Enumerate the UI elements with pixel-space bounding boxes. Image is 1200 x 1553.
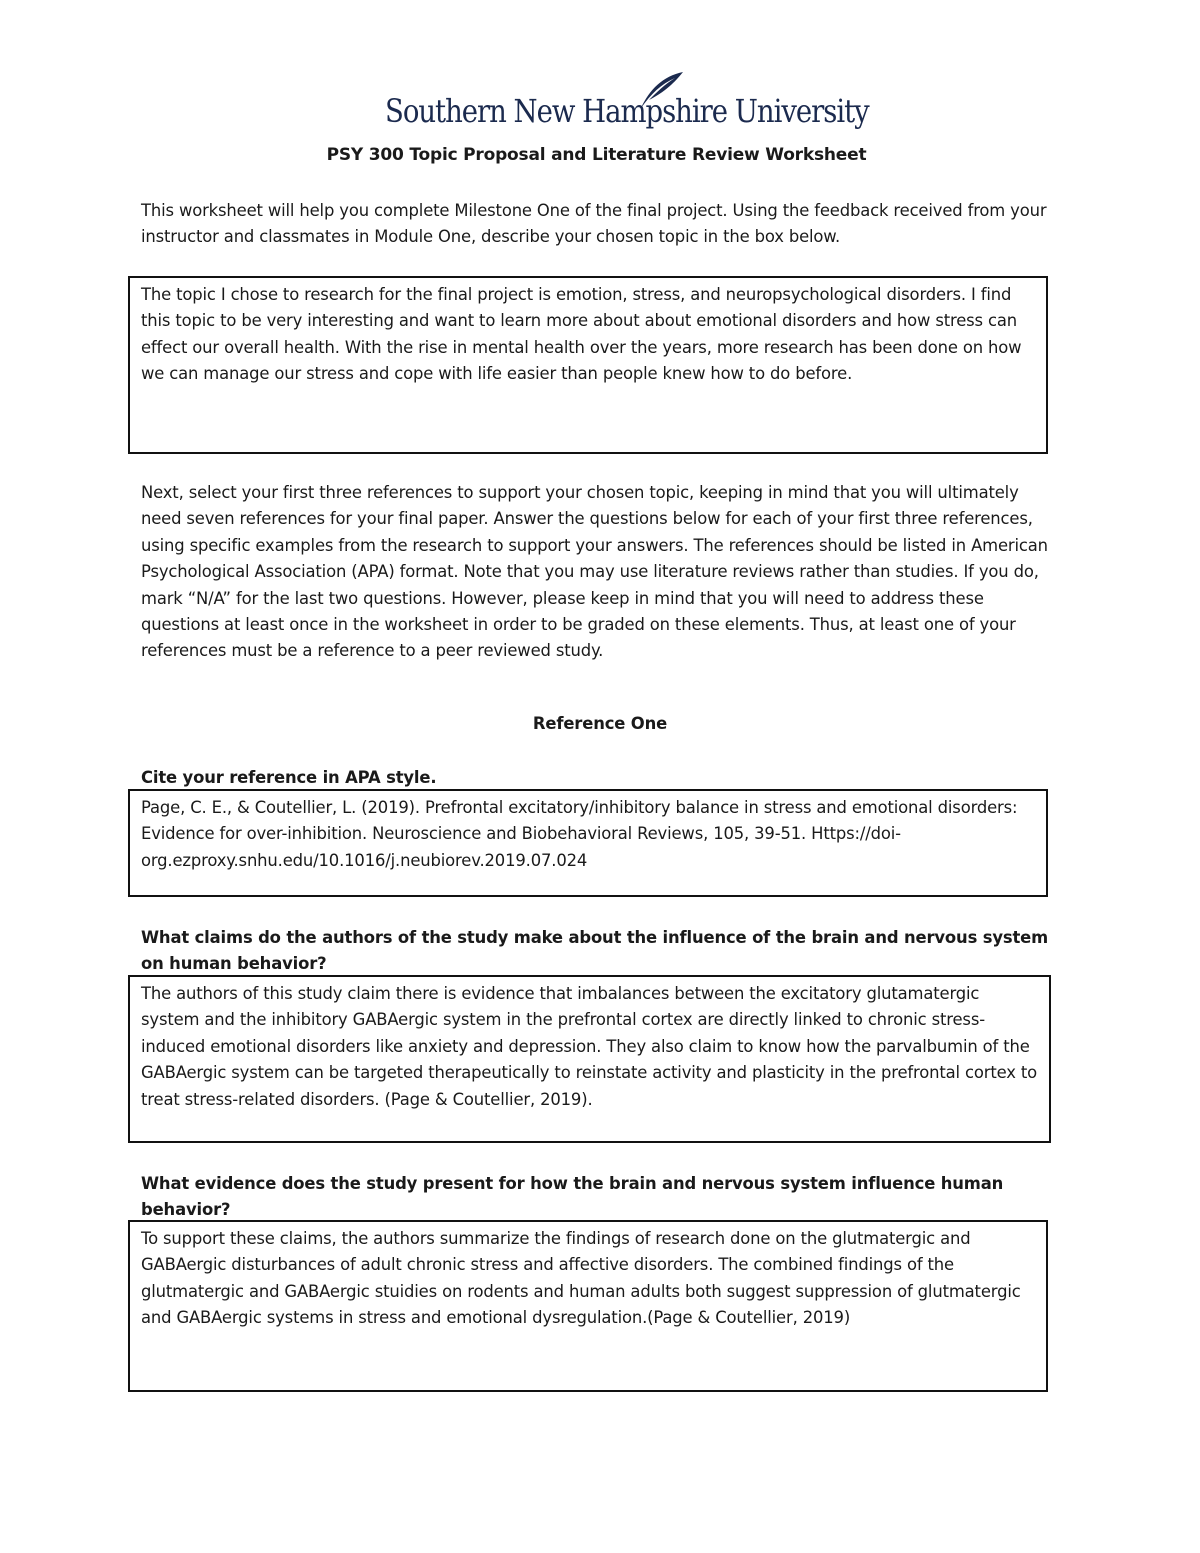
reference-one-heading: Reference One xyxy=(532,714,668,733)
intro-paragraph: This worksheet will help you complete Milestone One of the final project. Using the feedback received from your instructor and classmates in Module One, describe your chosen topic in the box below. xyxy=(141,201,1047,247)
instructions-paragraph: Next, select your first three references to support your chosen topic, keeping in mind that you will ultimately need seven references for your final paper. Answer the questions below for each of your first three references, using specific examples from the research to support your answers. The references should be listed in American Psychological Association (APA) format. Note that you may use literature reviews rather than studies. If you do, mark “N/A” for the last two questions. However, please keep in mind that you will need to address these questions at least once in the worksheet in order to be graded on these elements. Thus, at least one of your references must be a reference to a peer reviewed study. xyxy=(141,483,1048,661)
evidence-answer-text: To support these claims, the authors summarize the findings of research done on the glutmatergic and GABAergic disturbances of adult chronic stress and affective disorders. The combined findings of the glutmatergic and GABAergic stuidies on rodents and human adults both suggest suppression of glutmatergic and GABAergic systems in stress and emotional dysregulation.(Page & Coutellier, 2019) xyxy=(141,1229,1021,1328)
evidence-answer-box[interactable] xyxy=(128,1220,1048,1392)
citation-box[interactable] xyxy=(128,789,1048,897)
topic-answer-text: The topic I chose to research for the final project is emotion, stress, and neuropsychological disorders. I find this topic to be very interesting and want to learn more about about emotional disorders and how stress can effect our overall health. With the rise in mental health over the years, more research has been done on how we can manage our stress and cope with life easier than people knew how to do before. xyxy=(141,285,1022,384)
page-title: PSY 300 Topic Proposal and Literature Review Worksheet xyxy=(326,145,867,165)
citation-text: Page, C. E., & Coutellier, L. (2019). Prefrontal excitatory/inhibitory balance in stress and emotional disorders: Evidence for over-inhibition. Neuroscience and Biobehavioral Reviews, 105, 39-51. Https://doi-org.ezproxy.snhu.edu/10.1016/j.neubiorev.2019.07.024 xyxy=(141,798,1018,870)
claims-question: What claims do the authors of the study make about the influence of the brain and nervous system on human behavior? xyxy=(141,928,1049,974)
evidence-question: What evidence does the study present for how the brain and nervous system influence human behavior? xyxy=(141,1174,1004,1220)
topic-answer-box[interactable] xyxy=(128,276,1048,454)
logo-wordmark: Southern New Hampshire University xyxy=(385,92,869,130)
claims-answer-box[interactable] xyxy=(128,975,1051,1143)
claims-answer-text: The authors of this study claim there is evidence that imbalances between the excitatory glutamatergic system and the inhibitory GABAergic system in the prefrontal cortex are directly linked to chronic stress-induced emotional disorders like anxiety and depression. They also claim to know how the parvalbumin of the GABAergic system can be targeted therapeutically to reinstate activity and plasticity in the prefrontal cortex to treat stress-related disorders. (Page & Coutellier, 2019). xyxy=(141,984,1038,1109)
university-logo xyxy=(385,70,869,140)
cite-label: Cite your reference in APA style. xyxy=(141,768,437,787)
